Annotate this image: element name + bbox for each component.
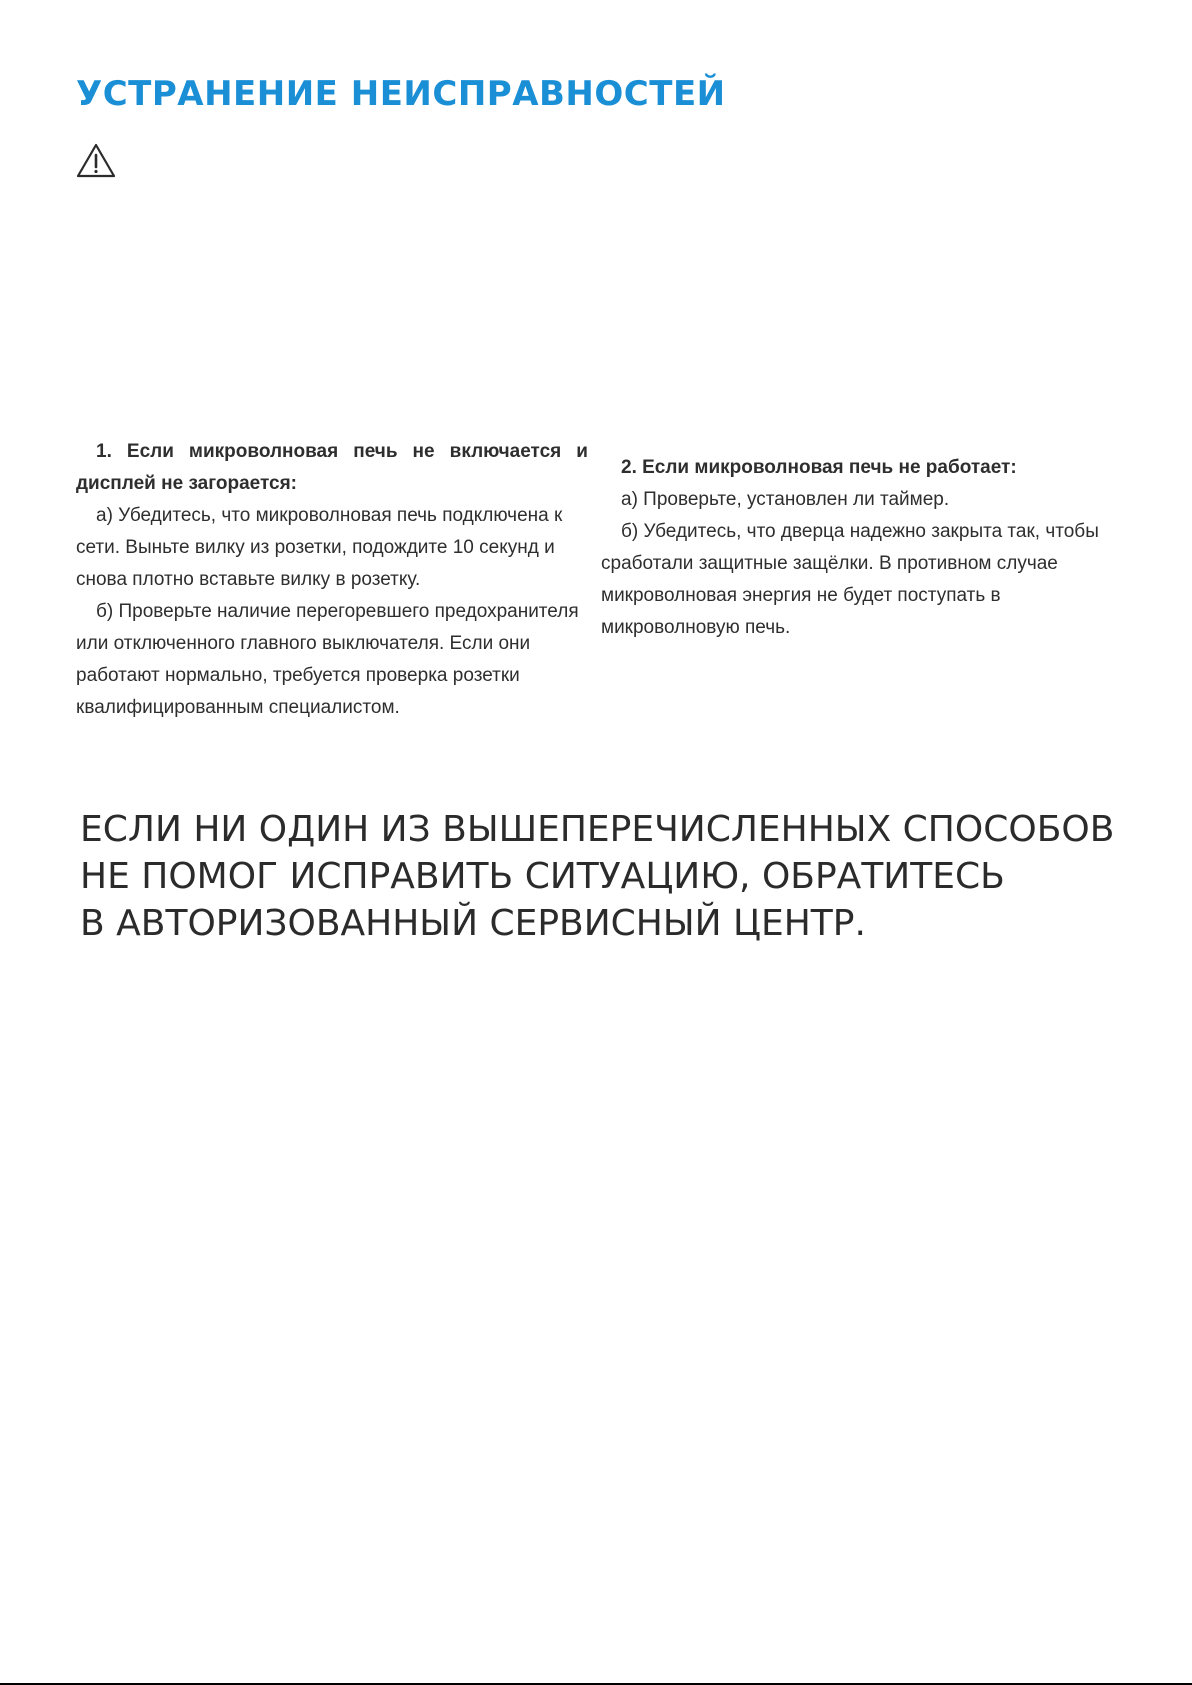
item-1-step-b: б) Проверьте наличие перегоревшего предохранителя или отключенного главного выключателя. Если они работают нормально, требуется проверка розетки квалифицированным специалистом. bbox=[76, 601, 579, 718]
troubleshooting-item-1 bbox=[76, 436, 588, 724]
troubleshooting-item-2 bbox=[601, 452, 1111, 644]
item-2-step-a: а) Проверьте, установлен ли таймер. bbox=[621, 489, 950, 510]
item-1-heading: 1. Если микроволновая печь не включается и дисплей не загорается: bbox=[76, 441, 588, 494]
item-2-step-b: б) Убедитесь, что дверца надежно закрыта так, чтобы сработали защитные защёлки. В противном случае микроволновая энергия не будет поступать в микроволновую печь. bbox=[601, 521, 1099, 638]
item-2-heading: 2. Если микроволновая печь не работает: bbox=[621, 457, 1017, 478]
service-center-notice: ЕСЛИ НИ ОДИН ИЗ ВЫШЕПЕРЕЧИСЛЕННЫХ СПОСОБОВ НЕ ПОМОГ ИСПРАВИТЬ СИТУАЦИЮ, ОБРАТИТЕСЬ В АВТОРИЗОВАННЫЙ СЕРВИСНЫЙ ЦЕНТР. bbox=[80, 809, 1115, 944]
page-title: УСТРАНЕНИЕ НЕИСПРАВНОСТЕЙ bbox=[76, 74, 726, 114]
warning-triangle-icon bbox=[75, 142, 117, 180]
item-1-step-a: а) Убедитесь, что микроволновая печь подключена к сети. Выньте вилку из розетки, подождите 10 секунд и снова плотно вставьте вилку в розетку. bbox=[76, 505, 563, 590]
